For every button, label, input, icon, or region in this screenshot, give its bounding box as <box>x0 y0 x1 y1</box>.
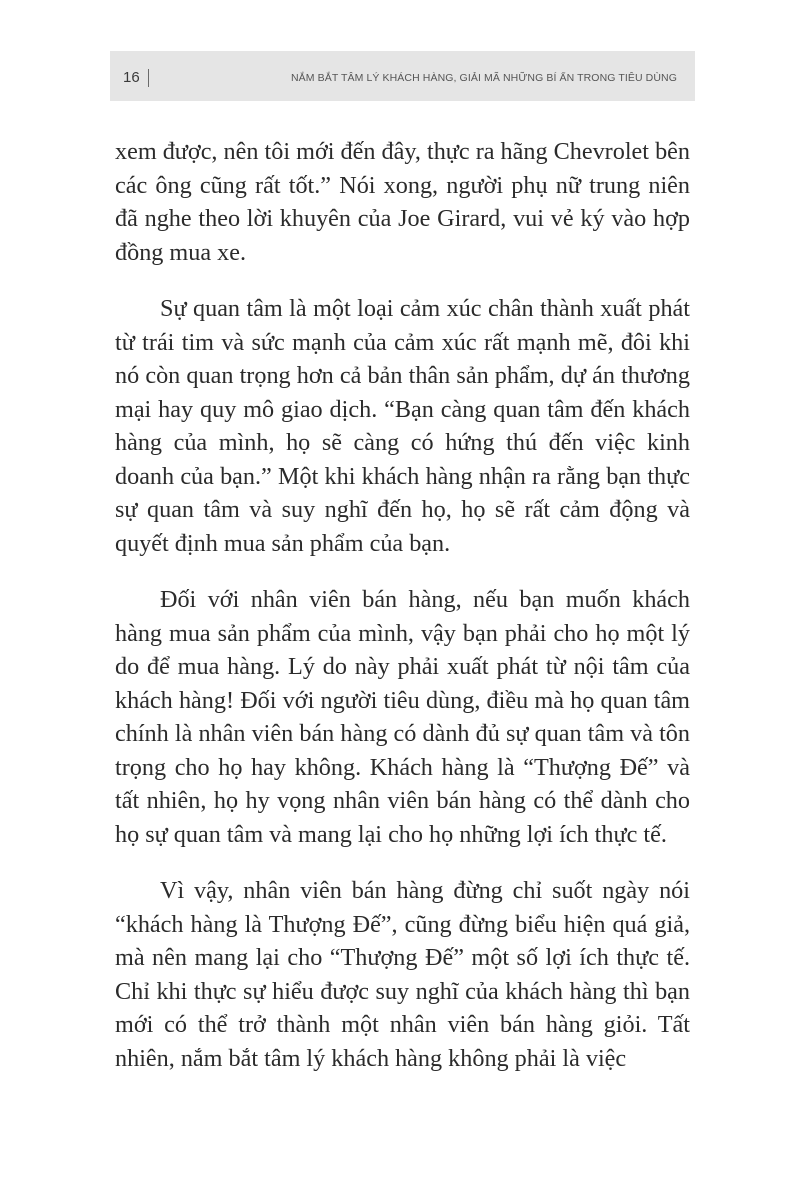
paragraph: Đối với nhân viên bán hàng, nếu bạn muốn khách hàng mua sản phẩm của mình, vậy bạn phải cho họ một lý do để mua hàng. Lý do này phải xuất phát từ nội tâm của khách hàng! Đối với người tiêu dùng, điều mà họ quan tâm chính là nhân viên bán hàng có dành đủ sự quan tâm và tôn trọng cho họ hay không. Khách hàng là “Thượng Đế” và tất nhiên, họ hy vọng nhân viên bán hàng có thể dành cho họ sự quan tâm và mang lại cho họ những lợi ích thực tế. <box>115 586 690 848</box>
paragraph-continued: xem được, nên tôi mới đến đây, thực ra hãng Chevrolet bên các ông cũng rất tốt.” Nói xong, người phụ nữ trung niên đã nghe theo lời khuyên của Joe Girard, vui vẻ ký vào hợp đồng mua xe. <box>115 138 690 266</box>
page-number: 16 <box>123 69 140 86</box>
running-header <box>110 51 695 101</box>
paragraph: Vì vậy, nhân viên bán hàng đừng chỉ suốt ngày nói “khách hàng là Thượng Đế”, cũng đừng biểu hiện quá giả, mà nên mang lại cho “Thượng Đế” một số lợi ích thực tế. Chỉ khi thực sự hiểu được suy nghĩ của khách hàng thì bạn mới có thể trở thành một nhân viên bán hàng giỏi. Tất nhiên, nắm bắt tâm lý khách hàng không phải là việc <box>115 877 690 1072</box>
paragraph: Sự quan tâm là một loại cảm xúc chân thành xuất phát từ trái tim và sức mạnh của cảm xúc rất mạnh mẽ, đôi khi nó còn quan trọng hơn cả bản thân sản phẩm, dự án thương mại hay quy mô giao dịch. “Bạn càng quan tâm đến khách hàng của mình, họ sẽ càng có hứng thú đến việc kinh doanh của bạn.” Một khi khách hàng nhận ra rằng bạn thực sự quan tâm và suy nghĩ đến họ, họ sẽ rất cảm động và quyết định mua sản phẩm của bạn. <box>115 295 690 557</box>
running-title: NẮM BẮT TÂM LÝ KHÁCH HÀNG, GIẢI MÃ NHỮNG BÍ ẨN TRONG TIÊU DÙNG <box>290 72 677 84</box>
page-body <box>115 135 690 1098</box>
header-divider <box>148 69 149 87</box>
